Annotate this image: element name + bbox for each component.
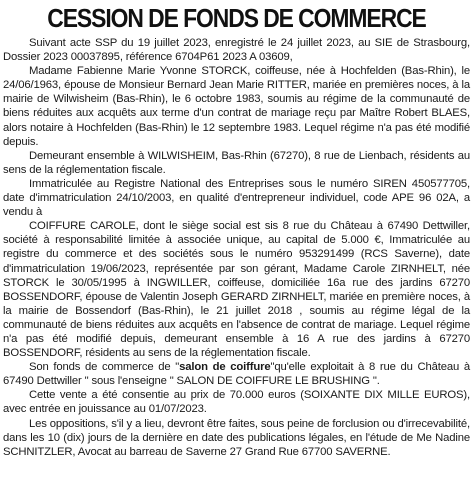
business-activity: salon de coiffure	[179, 361, 271, 374]
paragraph-business	[3, 360, 470, 388]
paragraph-buyer: COIFFURE CAROLE, dont le siège social est sis 8 rue du Château à 67490 Dettwiller, société à responsabilité limitée à associée unique, au capital de 5.000 €, Immatriculée au registre du commerce et des sociétés sous le numéro 953291499 (RCS Saverne), date d'immatriculation 19/06/2023, représentée par son gérant, Madame Carole ZIRNHELT, née STORCK le 30/05/1995 à INGWILLER, coiffeuse, domiciliée 16a rue des jardins 67270 BOSSENDORF, épouse de Valentin Joseph GERARD ZIRNHELT, mariée en première noces, à la mairie de Bossendorf (Bas-Rhin), le 21 juillet 2018 , soumis au régime légal de la communauté de biens réduites aux acquêts en l'absence de contrat de mariage. Lequel régime n'a pas été modifié depuis, demeurant ensemble à 16 A rue des jardins à 67270 BOSSENDORF, résidents au sens de la réglementation fiscale.	[3, 220, 470, 360]
paragraph-deed: Suivant acte SSP du 19 juillet 2023, enregistré le 24 juillet 2023, au SIE de Strasbourg, Dossier 2023 00037895, référence 6704P61 2023 A 03609,	[3, 37, 470, 64]
paragraph-oppositions: Les oppositions, s'il y a lieu, devront être faites, sous peine de forclusion ou d'irrecevabilité, dans les 10 (dix) jours de la dernière en date des publications légales, en l'étude de Me Nadine SCHNITZLER, Avocat au barreau de Saverne 27 Grand Rue 67700 SAVERNE.	[3, 417, 470, 458]
paragraph-seller: Madame Fabienne Marie Yvonne STORCK, coiffeuse, née à Hochfelden (Bas-Rhin), le 24/06/1963, épouse de Monsieur Bernard Jean Marie RITTER, mariée en premières noces, à la mairie de Wilwisheim (Bas-Rhin), le 6 octobre 1983, soumis au régime de la communauté de biens réduites aux acquêts aux terme d'un contrat de mariage reçu par Maître Robert BLAES, alors notaire à Hochfelden (Bas-Rhin) le 12 septembre 1983. Lequel régime n'a pas été modifié depuis.	[3, 65, 470, 148]
business-intro: Son fonds de commerce de "	[29, 361, 180, 374]
paragraph-seller-residence: Demeurant ensemble à WILWISHEIM, Bas-Rhin (67270), 8 rue de Lienbach, résidents au sens de la réglementation fiscale.	[3, 149, 470, 176]
notice-title: CESSION DE FONDS DE COMMERCE	[47, 3, 426, 33]
business-details: "qu'elle exploitait à 8 rue du Château à 67490 Dettwiller " sous l'enseigne " SALON DE COIFFURE LE BRUSHING ".	[3, 361, 471, 388]
paragraph-seller-registration: Immatriculée au Registre National des Entreprises sous le numéro SIREN 450577705, date d'immatriculation 24/10/2003, en qualité d'entrepreneur individuel, code APE 96 02A, a vendu à	[3, 177, 470, 219]
notice-body	[3, 36, 470, 459]
paragraph-price: Cette vente a été consentie au prix de 70.000 euros (SOIXANTE DIX MILLE EUROS), avec entrée en jouissance au 01/07/2023.	[3, 389, 470, 416]
